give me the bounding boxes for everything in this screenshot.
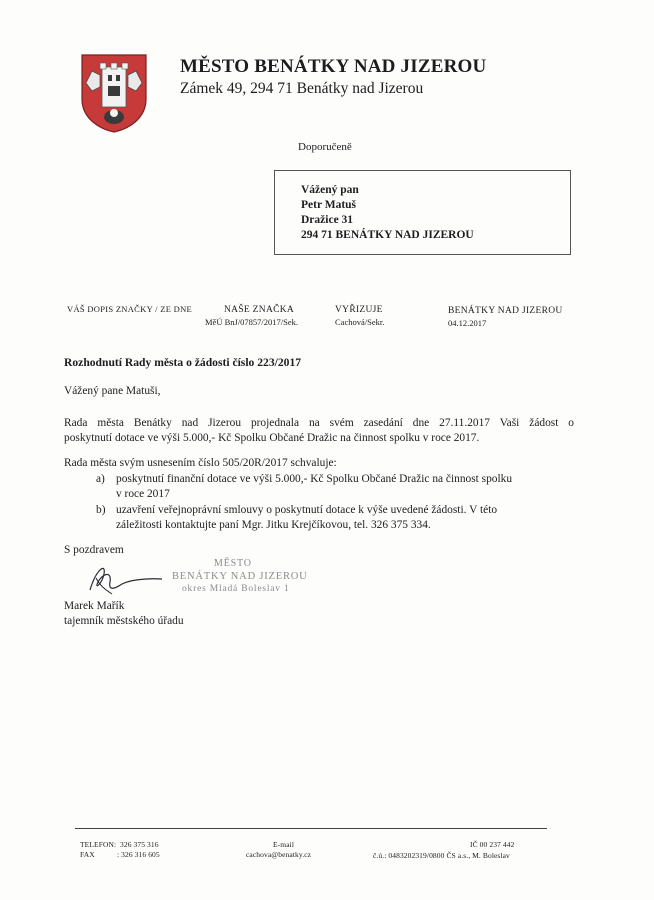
- handler-value: Cachová/Sekr.: [335, 317, 385, 327]
- footer-email-label: E-mail: [273, 840, 295, 849]
- list-item-a: [116, 472, 570, 503]
- footer-fax-value: : 326 316 605: [117, 850, 160, 859]
- our-ref-value: MěÚ BnJ/07857/2017/Sek.: [205, 317, 299, 327]
- footer-bank: č.ú.: 0483202319/0800 ČS a.s., M. Boleslav: [373, 851, 510, 860]
- recipient-name: Petr Matuš: [301, 199, 357, 211]
- list-item-b-line-2: záležitosti kontaktujte paní Mgr. Jitku Krejčíkovou, tel. 326 375 334.: [116, 519, 431, 532]
- paragraph-1-line-1: Rada města Benátky nad Jizerou projednala na svém zasedání dne 27.11.2017 Vaši žádost o: [64, 417, 574, 429]
- list-item-a-line-2: v roce 2017: [116, 488, 170, 501]
- recipient-street: Dražice 31: [301, 214, 354, 226]
- footer-divider: [75, 828, 547, 829]
- stamp-line-1: MĚSTO: [214, 558, 252, 569]
- footer-fax-label: FAX: [80, 850, 95, 859]
- handwritten-signature: [86, 560, 166, 598]
- paragraph-1-line-2: poskytnutí dotace ve výši 5.000,- Kč Spolku Občané Dražic na činnost spolku v roce 2017.: [64, 432, 480, 445]
- paragraph-1: [64, 416, 574, 447]
- place-label: BENÁTKY NAD JIZEROU: [448, 306, 563, 316]
- closing: S pozdravem: [64, 544, 124, 556]
- signer-title: tajemník městského úřadu: [64, 615, 184, 627]
- recipient-salutation: Vážený pan: [301, 184, 359, 196]
- list-item-b: [116, 503, 570, 534]
- letter-subject: Rozhodnutí Rady města o žádosti číslo 223/2017: [64, 356, 302, 369]
- handler-label: VYŘIZUJE: [335, 305, 383, 315]
- footer-ico: IČ 00 237 442: [470, 840, 515, 849]
- signer-name: Marek Mařík: [64, 600, 125, 612]
- delivery-type: Doporučeně: [298, 141, 352, 153]
- list-item-b-line-1: uzavření veřejnoprávní smlouvy o poskytnutí dotace k výše uvedené žádosti. V této: [116, 504, 498, 516]
- letter-greeting: Vážený pane Matuši,: [64, 385, 161, 397]
- city-coat-of-arms: [80, 53, 148, 133]
- footer-tel-value: 326 375 316: [120, 840, 159, 849]
- footer-tel-label: TELEFON:: [80, 840, 117, 849]
- footer-email-value: cachova@benatky.cz: [246, 850, 312, 859]
- stamp-line-3: okres Mladá Boleslav 1: [182, 584, 290, 594]
- your-letter-label: VÁŠ DOPIS ZNAČKY / ZE DNE: [67, 304, 193, 314]
- paragraph-2: Rada města svým usnesením číslo 505/20R/2017 schvaluje:: [64, 457, 337, 469]
- city-address: Zámek 49, 294 71 Benátky nad Jizerou: [180, 80, 424, 97]
- stamp-line-2: BENÁTKY NAD JIZEROU: [172, 571, 308, 582]
- list-item-b-marker: b): [96, 504, 106, 516]
- recipient-city: 294 71 BENÁTKY NAD JIZEROU: [301, 229, 474, 241]
- recipient-address-box: [274, 170, 571, 255]
- letter-date: 04.12.2017: [448, 318, 487, 328]
- list-item-a-marker: a): [96, 473, 105, 485]
- our-ref-label: NAŠE ZNAČKA: [224, 305, 295, 315]
- city-name: MĚSTO BENÁTKY NAD JIZEROU: [180, 56, 487, 77]
- list-item-a-line-1: poskytnutí finanční dotace ve výši 5.000,- Kč Spolku Občané Dražic na činnost spolku: [116, 473, 513, 485]
